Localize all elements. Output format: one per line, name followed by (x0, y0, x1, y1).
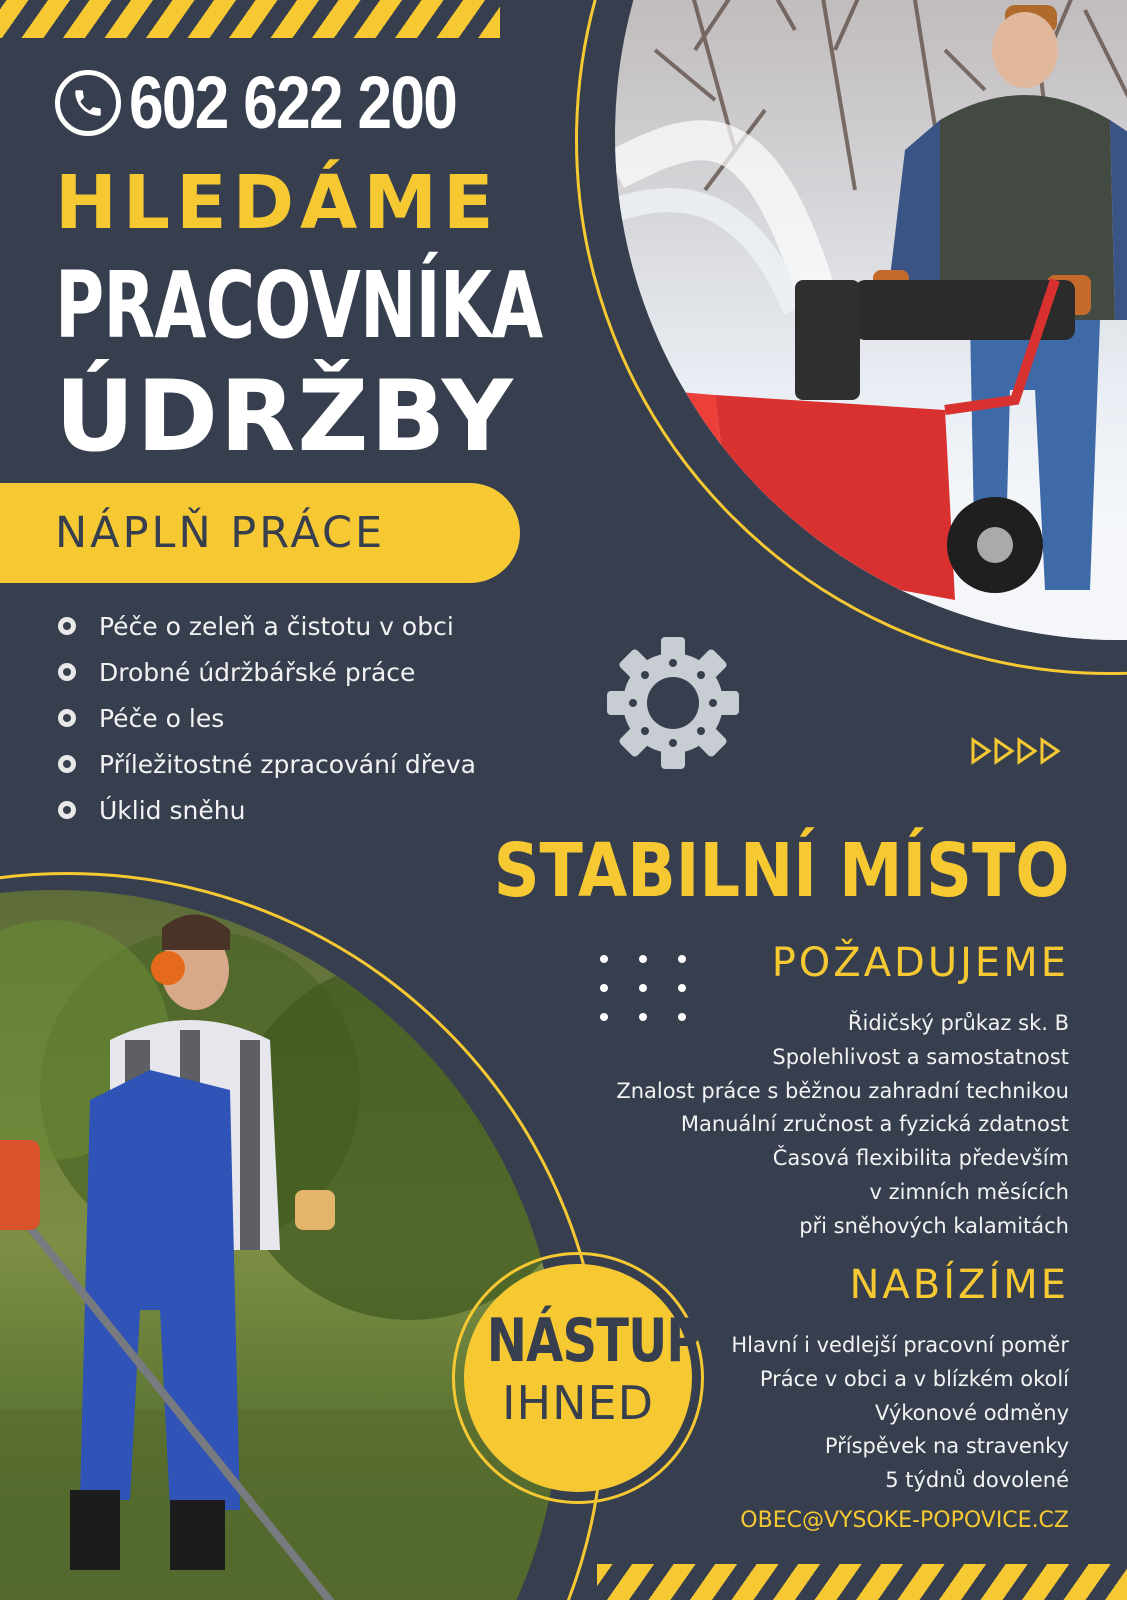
headline-pracovnika: PRACOVNÍKA (55, 252, 543, 359)
phone-number[interactable]: 602 622 200 (129, 61, 457, 144)
duty-text: Příležitostné zpracování dřeva (99, 749, 476, 779)
list-item: Znalost práce s běžnou zahradní technikou (616, 1078, 1069, 1103)
stable-position-headline: STABILNÍ MÍSTO (493, 828, 1069, 914)
list-item: při sněhových kalamitách (799, 1213, 1069, 1238)
contact-email[interactable]: OBEC@VYSOKE-POPOVICE.CZ (740, 1508, 1069, 1533)
offer-list (731, 1329, 1069, 1498)
arrows-icon (970, 736, 1062, 766)
badge-line-1: NÁSTUP (486, 1306, 701, 1376)
duty-text: Péče o les (99, 703, 225, 733)
start-badge (464, 1264, 701, 1492)
list-item: v zimních měsících (869, 1179, 1069, 1204)
photo-snow-blower (615, 0, 1127, 640)
duties-list (55, 603, 476, 833)
headline-hledame: HLEDÁME (55, 160, 500, 246)
gear-bullet-icon (55, 798, 79, 822)
list-item (55, 649, 476, 695)
list-item: 5 týdnů dovolené (885, 1468, 1069, 1493)
list-item: Řidičský průkaz sk. B (847, 1011, 1069, 1035)
gear-icon (603, 633, 743, 773)
snow-blower-illustration (615, 0, 1127, 640)
duty-text: Drobné údržbářské práce (99, 657, 416, 687)
gear-bullet-icon (55, 660, 79, 684)
grass-trimmer-illustration (0, 890, 560, 1600)
list-item (55, 741, 476, 787)
requirements-heading: POŽADUJEME (771, 940, 1069, 986)
badge-line-2: IHNED (501, 1376, 655, 1430)
phone-handset-glyph (71, 86, 105, 120)
photo-grass-trimmer (0, 890, 560, 1600)
list-item: Hlavní i vedlejší pracovní poměr (731, 1333, 1069, 1357)
gear-bullet-icon (55, 706, 79, 730)
list-item: Práce v obci a v blízkém okolí (759, 1366, 1069, 1391)
gear-bullet-icon (55, 752, 79, 776)
duties-heading-pill (0, 483, 520, 583)
gear-bullet-icon (55, 614, 79, 638)
duty-text: Péče o zeleň a čistotu v obci (99, 611, 454, 641)
duty-text: Úklid sněhu (99, 795, 246, 825)
list-item (55, 603, 476, 649)
list-item: Časová flexibilita především (772, 1146, 1069, 1171)
list-item: Spolehlivost a samostatnost (772, 1044, 1069, 1069)
hazard-stripes-bottom (597, 1564, 1127, 1600)
list-item (55, 695, 476, 741)
duties-heading: NÁPLŇ PRÁCE (55, 508, 386, 558)
hazard-stripes-top (0, 0, 500, 38)
list-item: Výkonové odměny (875, 1400, 1069, 1425)
offer-heading: NABÍZÍME (849, 1262, 1069, 1308)
phone-icon (55, 70, 121, 136)
list-item: Manuální zručnost a fyzická zdatnost (680, 1112, 1069, 1137)
headline-udrzby: ÚDRŽBY (55, 360, 515, 474)
list-item: Příspěvek na stravenky (824, 1434, 1069, 1459)
phone-row (55, 60, 519, 145)
list-item (55, 787, 476, 833)
requirements-list (616, 1007, 1069, 1244)
